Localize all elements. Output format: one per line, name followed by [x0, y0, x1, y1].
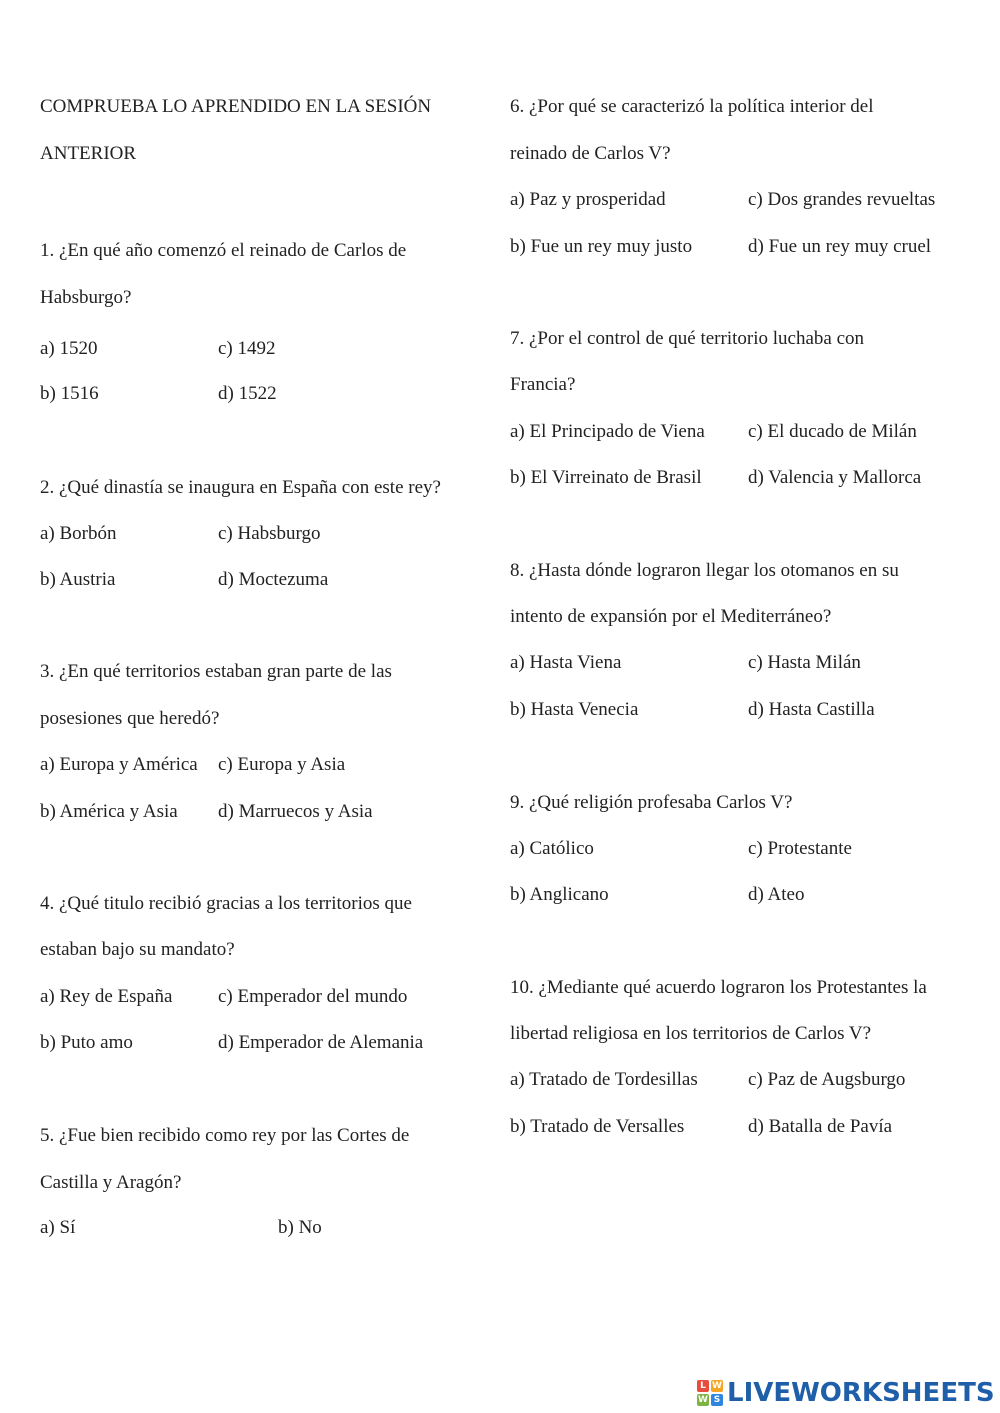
question-8-option-b[interactable]: b) Hasta Venecia: [510, 699, 639, 720]
question-4-option-c[interactable]: c) Emperador del mundo: [218, 986, 408, 1007]
worksheet-title-line-2: ANTERIOR: [40, 143, 137, 164]
question-7-text: Francia?: [510, 374, 576, 395]
question-3-text: 3. ¿En qué territorios estaban gran parte de las: [40, 661, 392, 682]
question-4-option-b[interactable]: b) Puto amo: [40, 1032, 133, 1053]
question-8-option-c[interactable]: c) Hasta Milán: [748, 652, 861, 673]
question-3-option-c[interactable]: c) Europa y Asia: [218, 754, 346, 775]
question-9-option-c[interactable]: c) Protestante: [748, 838, 852, 859]
question-5-text: Castilla y Aragón?: [40, 1172, 182, 1193]
question-1-option-c[interactable]: c) 1492: [218, 338, 276, 359]
question-10-text: libertad religiosa en los territorios de Carlos V?: [510, 1023, 872, 1044]
question-4-text: estaban bajo su mandato?: [40, 939, 235, 960]
question-9-option-a[interactable]: a) Católico: [510, 838, 594, 859]
question-10-option-d[interactable]: d) Batalla de Pavía: [748, 1116, 893, 1137]
question-2-option-a[interactable]: a) Borbón: [40, 523, 117, 544]
question-10-option-a[interactable]: a) Tratado de Tordesillas: [510, 1069, 698, 1090]
question-3-option-b[interactable]: b) América y Asia: [40, 801, 178, 822]
question-3-option-d[interactable]: d) Marruecos y Asia: [218, 801, 373, 822]
question-1-option-d[interactable]: d) 1522: [218, 383, 277, 404]
question-6-text: 6. ¿Por qué se caracterizó la política interior del: [510, 96, 874, 117]
question-2-option-c[interactable]: c) Habsburgo: [218, 523, 321, 544]
question-9-text: 9. ¿Qué religión profesaba Carlos V?: [510, 792, 793, 813]
question-10-option-b[interactable]: b) Tratado de Versalles: [510, 1116, 685, 1137]
question-7-text: 7. ¿Por el control de qué territorio luchaba con: [510, 328, 865, 349]
question-6-option-d[interactable]: d) Fue un rey muy cruel: [748, 236, 932, 257]
logo-tile-l: L: [697, 1380, 709, 1392]
question-1-option-a[interactable]: a) 1520: [40, 338, 98, 359]
question-4-option-d[interactable]: d) Emperador de Alemania: [218, 1032, 424, 1053]
question-5-text: 5. ¿Fue bien recibido como rey por las Cortes de: [40, 1125, 410, 1146]
question-1-text: 1. ¿En qué año comenzó el reinado de Carlos de: [40, 240, 407, 261]
question-7-option-b[interactable]: b) El Virreinato de Brasil: [510, 467, 702, 488]
question-5-option-b[interactable]: b) No: [278, 1217, 322, 1238]
question-9-option-d[interactable]: d) Ateo: [748, 884, 805, 905]
question-5-option-a[interactable]: a) Sí: [40, 1217, 76, 1238]
question-6-option-c[interactable]: c) Dos grandes revueltas: [748, 189, 936, 210]
question-7-option-d[interactable]: d) Valencia y Mallorca: [748, 467, 922, 488]
question-9-option-b[interactable]: b) Anglicano: [510, 884, 609, 905]
question-6-option-b[interactable]: b) Fue un rey muy justo: [510, 236, 693, 257]
question-1-option-b[interactable]: b) 1516: [40, 383, 99, 404]
question-10-option-c[interactable]: c) Paz de Augsburgo: [748, 1069, 906, 1090]
liveworksheets-logo: [697, 1377, 995, 1409]
question-2-option-d[interactable]: d) Moctezuma: [218, 569, 329, 590]
question-10-text: 10. ¿Mediante qué acuerdo lograron los Protestantes la: [510, 977, 927, 998]
question-3-text: posesiones que heredó?: [40, 708, 220, 729]
question-6-text: reinado de Carlos V?: [510, 143, 671, 164]
logo-tile-s: S: [711, 1394, 723, 1406]
question-4-option-a[interactable]: a) Rey de España: [40, 986, 173, 1007]
question-8-text: 8. ¿Hasta dónde lograron llegar los otomanos en su: [510, 560, 899, 581]
question-2-option-b[interactable]: b) Austria: [40, 569, 116, 590]
question-8-text: intento de expansión por el Mediterráneo?: [510, 606, 832, 627]
question-8-option-d[interactable]: d) Hasta Castilla: [748, 699, 875, 720]
question-7-option-c[interactable]: c) El ducado de Milán: [748, 421, 917, 442]
liveworksheets-logo-icon: [697, 1380, 723, 1406]
liveworksheets-logo-text: LIVEWORKSHEETS: [727, 1378, 995, 1408]
question-8-option-a[interactable]: a) Hasta Viena: [510, 652, 622, 673]
logo-tile-w: W: [712, 1381, 722, 1391]
question-6-option-a[interactable]: a) Paz y prosperidad: [510, 189, 666, 210]
question-7-option-a[interactable]: a) El Principado de Viena: [510, 421, 705, 442]
question-4-text: 4. ¿Qué titulo recibió gracias a los territorios que: [40, 893, 412, 914]
question-2-text: 2. ¿Qué dinastía se inaugura en España con este rey?: [40, 477, 441, 498]
logo-tile-w2: W: [698, 1395, 708, 1405]
worksheet-title-line-1: COMPRUEBA LO APRENDIDO EN LA SESIÓN: [40, 96, 432, 117]
question-1-text: Habsburgo?: [40, 287, 132, 308]
question-3-option-a[interactable]: a) Europa y América: [40, 754, 198, 775]
